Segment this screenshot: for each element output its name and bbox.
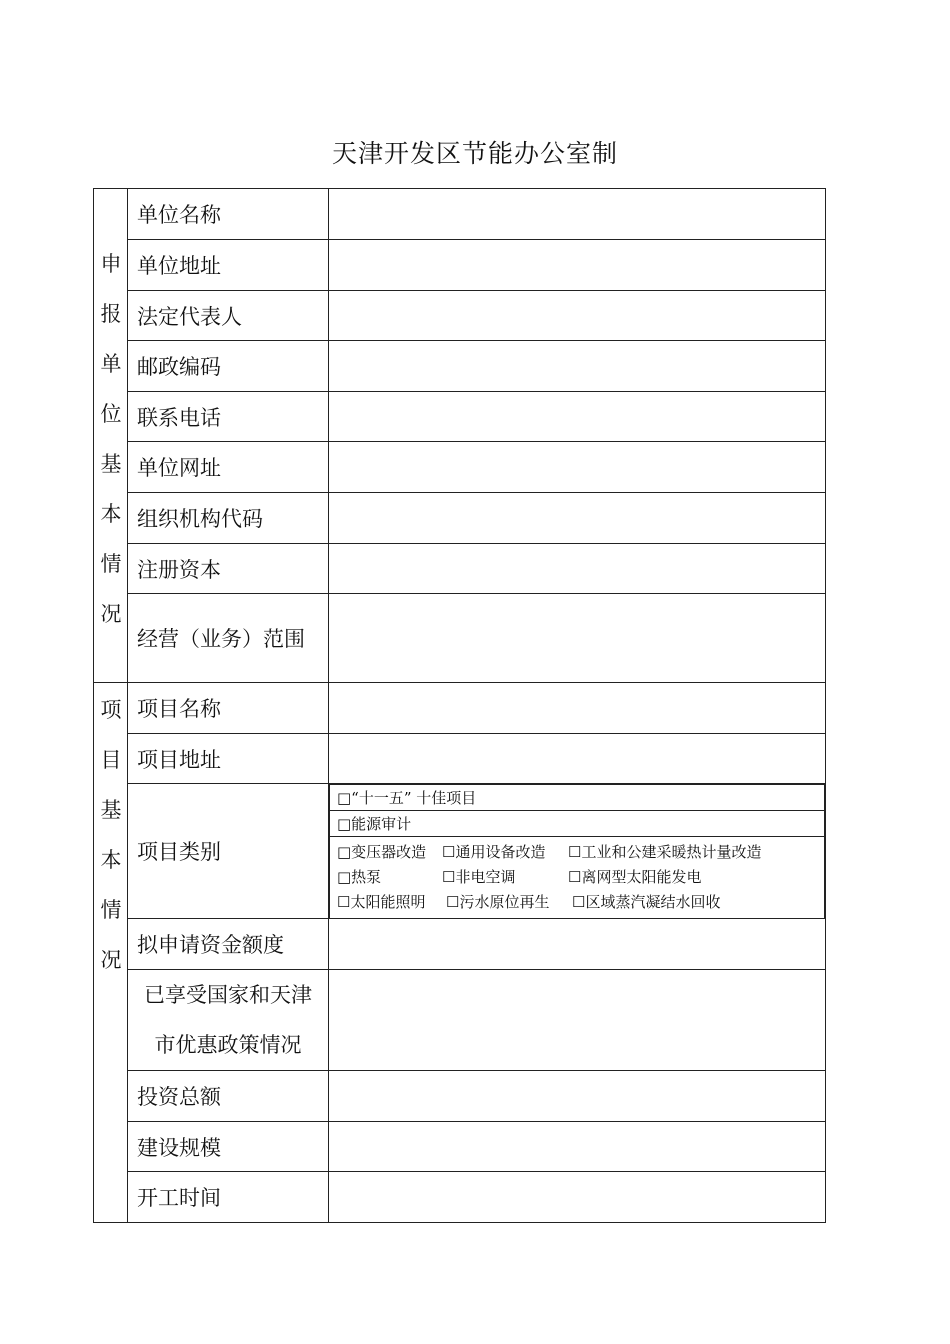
option-heat-metering-retrofit[interactable]: ☐工业和公建采暖热计量改造 [568, 843, 762, 861]
field-value-website[interactable] [329, 442, 826, 493]
project-category-options [329, 784, 826, 919]
field-value-project-name[interactable] [329, 683, 826, 734]
field-label-construction-scale: 建设规模 [128, 1122, 329, 1172]
section-label-project: 项 目 基 本 情 况 [94, 683, 128, 1223]
field-label-unit-address: 单位地址 [128, 240, 329, 291]
field-label-website: 单位网址 [128, 442, 329, 493]
field-label-legal-representative: 法定代表人 [128, 291, 329, 341]
field-label-project-name: 项目名称 [128, 683, 329, 734]
field-value-phone[interactable] [329, 392, 826, 442]
field-label-registered-capital: 注册资本 [128, 544, 329, 594]
field-value-total-investment[interactable] [329, 1071, 826, 1122]
field-label-phone: 联系电话 [128, 392, 329, 442]
application-form-table [93, 188, 826, 1223]
field-value-unit-name[interactable] [329, 189, 826, 240]
field-value-registered-capital[interactable] [329, 544, 826, 594]
option-general-equipment-retrofit[interactable]: ☐通用设备改造 [442, 843, 546, 861]
field-label-total-investment: 投资总额 [128, 1071, 329, 1122]
field-label-project-category: 项目类别 [128, 784, 329, 919]
document-title: 天津开发区节能办公室制 [331, 139, 618, 168]
field-label-org-code: 组织机构代码 [128, 493, 329, 544]
field-value-postal-code[interactable] [329, 341, 826, 392]
option-sewage-regeneration[interactable]: ☐污水原位再生 [446, 893, 550, 911]
section-label-applicant: 申 报 单 位 基 本 情 况 [94, 189, 128, 683]
field-label-funding-amount: 拟申请资金额度 [128, 919, 329, 970]
field-value-business-scope[interactable] [329, 594, 826, 683]
field-value-funding-amount[interactable] [329, 919, 826, 970]
option-heat-pump[interactable]: □热泵 [337, 868, 382, 886]
field-value-project-address[interactable] [329, 734, 826, 784]
option-top-ten-project[interactable]: □“十一五” 十佳项目 [330, 785, 825, 811]
field-value-start-time[interactable] [329, 1172, 826, 1223]
option-steam-condensate-recovery[interactable]: ☐区域蒸汽凝结水回收 [572, 893, 721, 911]
option-solar-lighting[interactable]: ☐太阳能照明 [337, 893, 426, 911]
field-value-legal-representative[interactable] [329, 291, 826, 341]
option-transformer-retrofit[interactable]: □变压器改造 [337, 843, 427, 861]
field-value-unit-address[interactable] [329, 240, 826, 291]
field-value-preferential-policies[interactable] [329, 970, 826, 1071]
field-label-project-address: 项目地址 [128, 734, 329, 784]
option-off-grid-solar[interactable]: ☐离网型太阳能发电 [568, 868, 702, 886]
field-label-postal-code: 邮政编码 [128, 341, 329, 392]
field-label-unit-name: 单位名称 [128, 189, 329, 240]
field-label-preferential-policies: 已享受国家和天津 市优惠政策情况 [128, 970, 329, 1071]
option-group-retrofit [330, 837, 825, 919]
field-label-business-scope: 经营（业务）范围 [128, 594, 329, 683]
option-non-electric-ac[interactable]: ☐非电空调 [442, 868, 516, 886]
field-label-start-time: 开工时间 [128, 1172, 329, 1223]
field-value-org-code[interactable] [329, 493, 826, 544]
field-value-construction-scale[interactable] [329, 1122, 826, 1172]
option-energy-audit[interactable]: □能源审计 [330, 811, 825, 837]
